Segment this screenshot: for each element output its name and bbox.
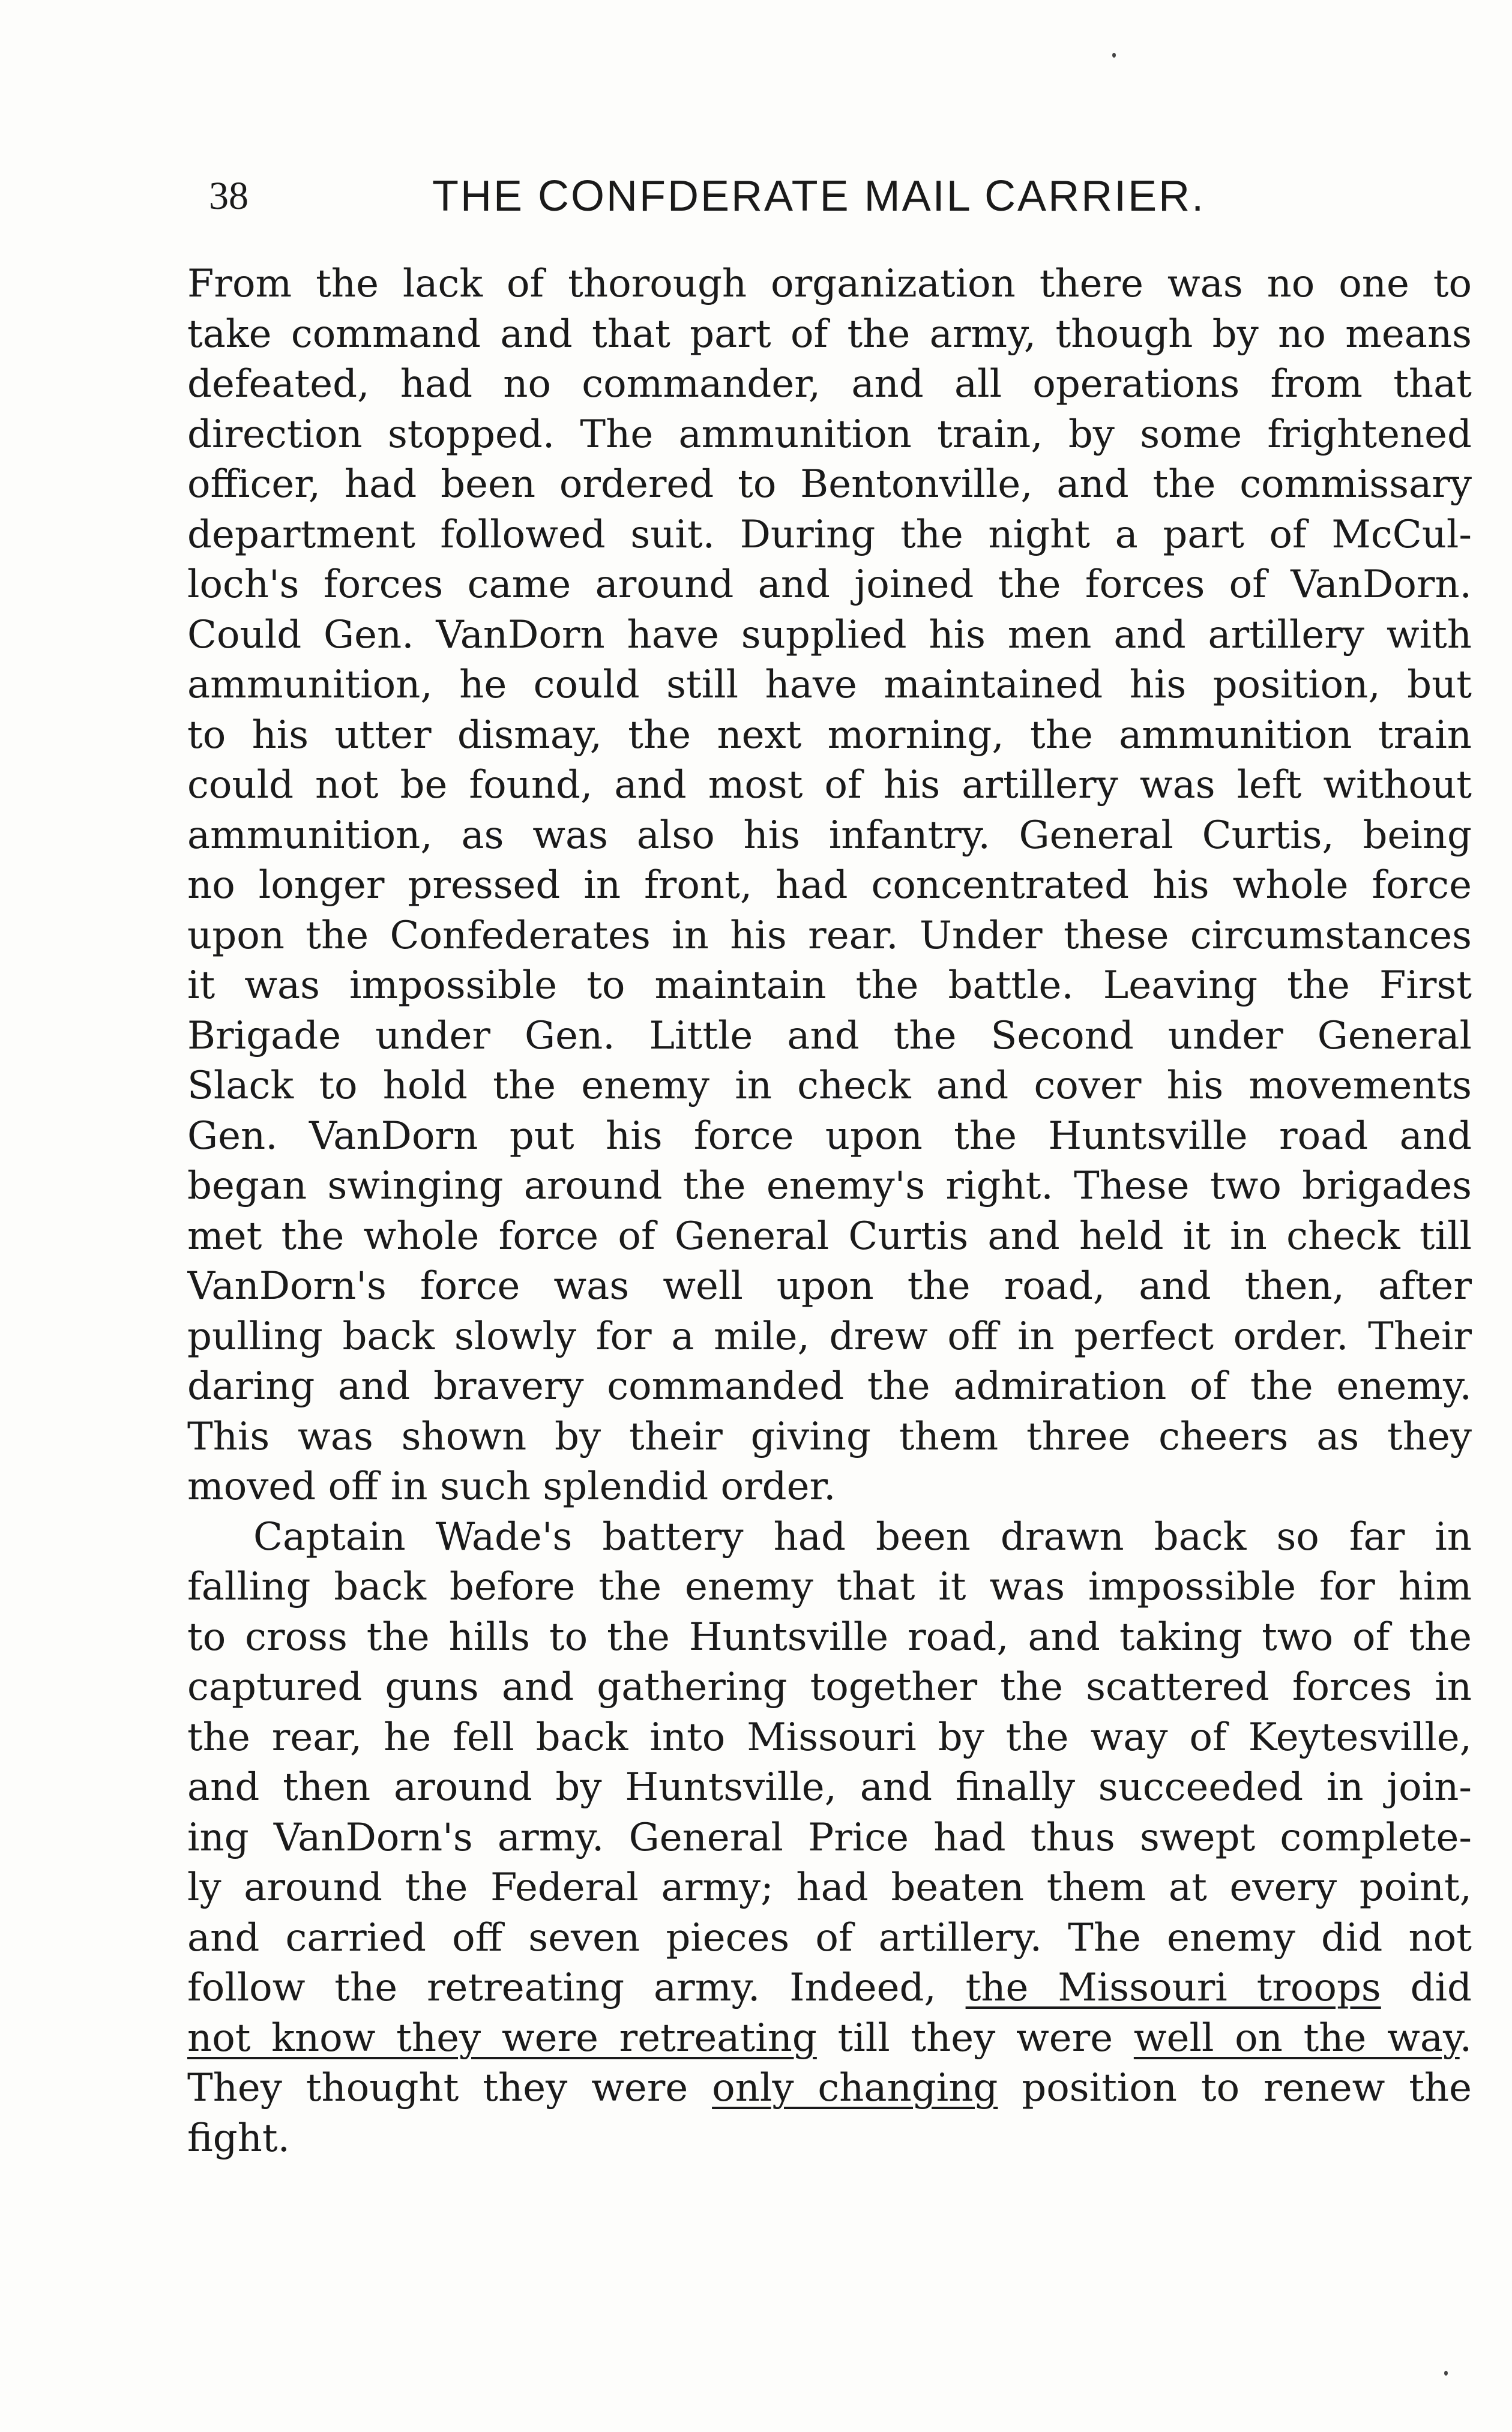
text-line: began swinging around the enemy's right. These two brigades [187,1164,1472,1208]
text-line: the rear, he fell back into Missouri by the way of Keytesville, [187,1715,1472,1760]
text-line: could not be found, and most of his artillery was left without [187,763,1472,807]
text-line: VanDorn's force was well upon the road, and then, after [187,1264,1472,1308]
text-line: Captain Wade's battery had been drawn back so far in [253,1514,1472,1559]
text-line: defeated, had no commander, and all operations from that [187,362,1472,406]
text-line: ammunition, he could still have maintained his position, but [187,663,1472,707]
body-text [187,259,1472,2164]
print-speck [1444,2371,1448,2376]
paragraph-1 [187,259,1472,1512]
text-run: position to renew the [998,2066,1472,2110]
text-line: it was impossible to maintain the battle. Leaving the First [187,963,1472,1008]
text-line: ing VanDorn's army. General Price had thus swept complete- [187,1815,1472,1860]
text-line: daring and bravery commanded the admiration of the enemy. [187,1364,1472,1409]
text-line: met the whole force of General Curtis and held it in check till [187,1214,1472,1259]
text-line [187,2063,1472,2114]
text-line: upon the Confederates in his rear. Under these circumstances [187,913,1472,958]
text-line: Brigade under Gen. Little and the Second under General [187,1013,1472,1058]
text-line: and carried off seven pieces of artillery. The enemy did not [187,1915,1472,1960]
text-line: moved off in such splendid order. [187,1464,836,1509]
text-line: pulling back slowly for a mile, drew off in perfect order. Their [187,1314,1472,1359]
text-line: captured guns and gathering together the scattered forces in [187,1665,1472,1709]
text-run: follow the retreating army. Indeed, [187,1966,966,2010]
page-header [209,169,1313,235]
underlined-phrase: the Missouri troops [965,1966,1381,2010]
text-run: did [1381,1966,1472,2010]
underlined-phrase: well on the way [1133,2015,1460,2060]
text-line: This was shown by their giving them three cheers as they [187,1414,1472,1459]
text-run: . [1459,2015,1472,2060]
text-line [187,1963,1472,2014]
running-title: THE CONFDERATE MAIL CARRIER. [432,172,1206,220]
text-line: no longer pressed in front, had concentrated his whole force [187,863,1472,907]
page-number: 38 [209,174,248,218]
text-line: From the lack of thorough organization there was no one to [187,262,1472,306]
underlined-phrase: not know they were retreating [187,2015,817,2060]
paragraph-2 [187,1512,1472,1964]
text-line: Slack to hold the enemy in check and cover his movements [187,1064,1472,1108]
text-line: falling back before the enemy that it was impossible for him [187,1565,1472,1609]
text-line: take command and that part of the army, though by no means [187,312,1472,357]
text-line: officer, had been ordered to Bentonville, and the commissary [187,462,1472,507]
text-line: Gen. VanDorn put his force upon the Huntsville road and [187,1113,1472,1158]
text-line: ammunition, as was also his infantry. General Curtis, being [187,813,1472,858]
text-line: Could Gen. VanDorn have supplied his men and artillery with [187,612,1472,657]
text-run: till they were [816,2015,1134,2060]
text-line: to his utter dismay, the next morning, the ammunition train [187,712,1472,757]
text-line: and then around by Huntsville, and finally succeeded in join- [187,1765,1472,1810]
print-speck [1112,53,1116,58]
text-line [187,2014,1472,2064]
text-line: to cross the hills to the Huntsville road, and taking two of the [187,1615,1472,1660]
text-run: They thought they were [187,2066,712,2110]
underlined-phrase: only changing [712,2066,998,2110]
text-line: loch's forces came around and joined the forces of VanDorn. [187,562,1472,607]
text-line: fight. [187,2116,290,2161]
text-line: department followed suit. During the night a part of McCul- [187,512,1472,557]
text-line: direction stopped. The ammunition train, by some frightened [187,412,1472,457]
text-line: ly around the Federal army; had beaten them at every point, [187,1865,1472,1910]
